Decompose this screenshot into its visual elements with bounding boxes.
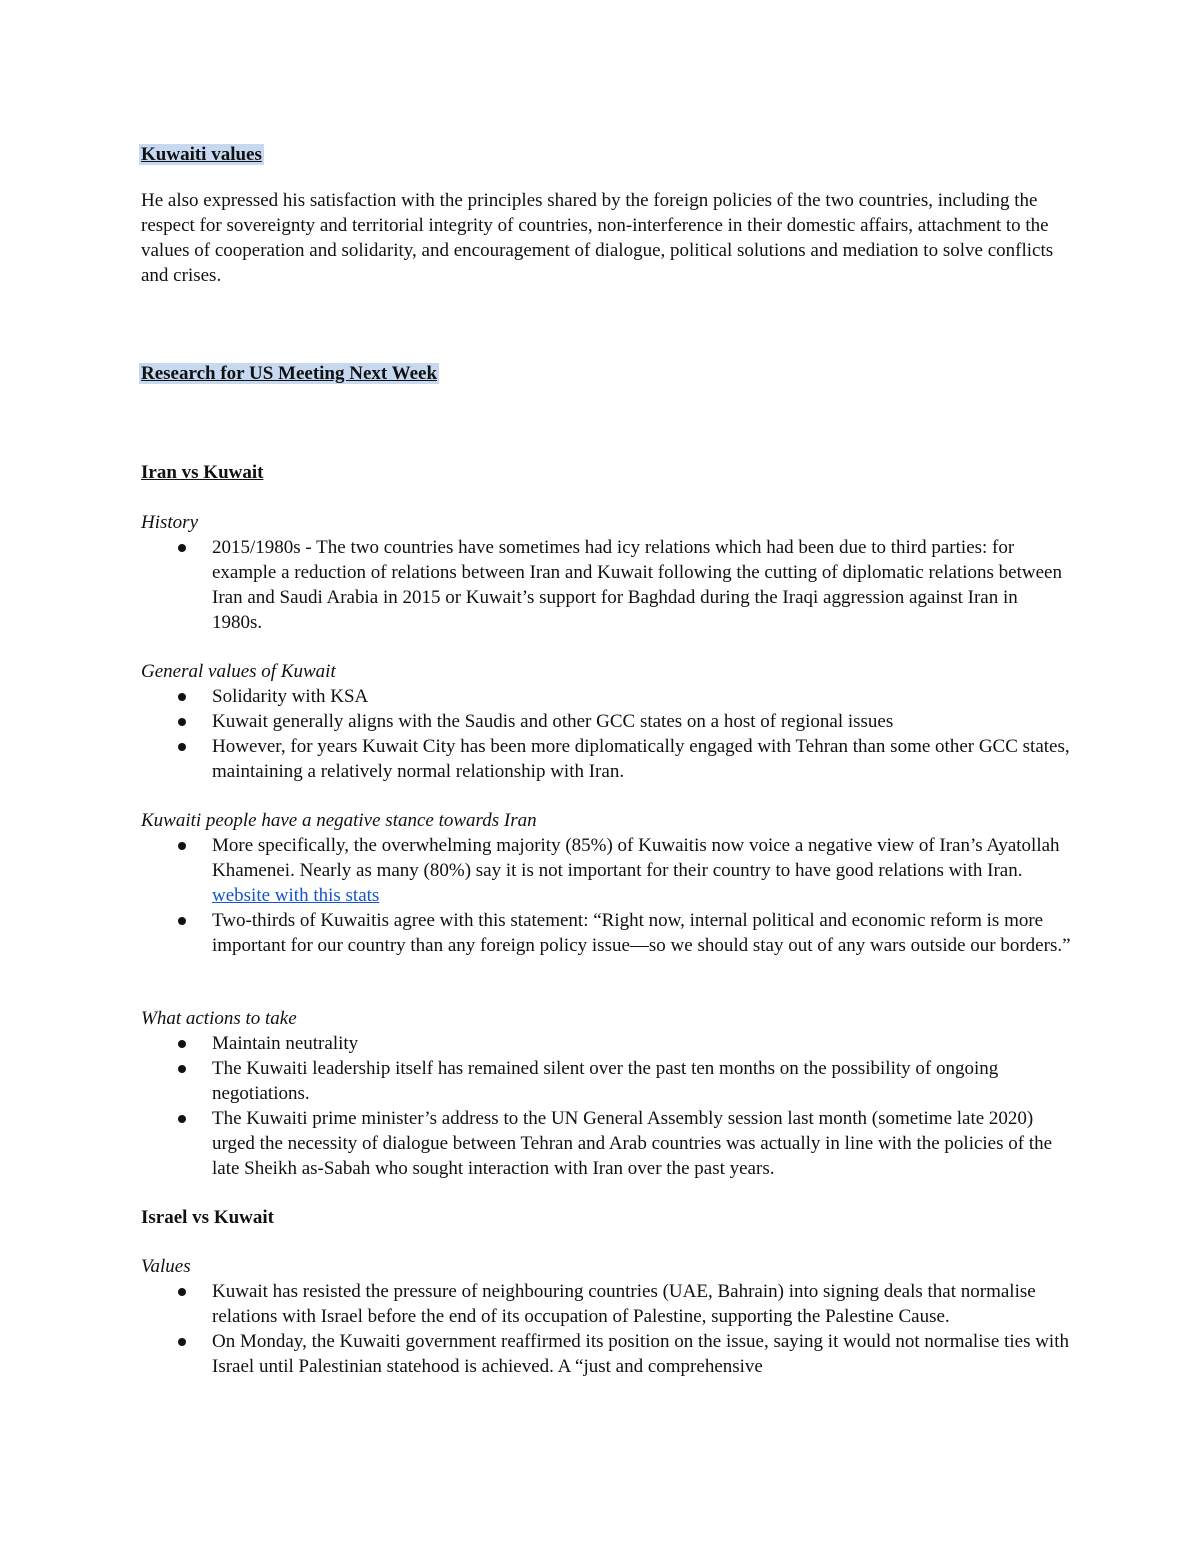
bullet-icon	[178, 1040, 186, 1048]
bullet-icon	[178, 1065, 186, 1073]
list-item: However, for years Kuwait City has been more diplomatically engaged with Tehran than some other GCC states, maintaining a relatively normal relationship with Iran.	[141, 734, 1071, 784]
bullet-icon	[178, 1338, 186, 1346]
general-values-list	[141, 684, 1071, 784]
history-list	[141, 535, 1071, 635]
bullet-icon	[178, 743, 186, 751]
list-item: The Kuwaiti prime minister’s address to the UN General Assembly session last month (sometime late 2020) urged the necessity of dialogue between Tehran and Arab countries was actually in line with the policies of the late Sheikh as-Sabah who sought interaction with Iran over the past years.	[141, 1106, 1071, 1181]
list-item: Kuwait has resisted the pressure of neighbouring countries (UAE, Bahrain) into signing deals that normalise relations with Israel before the end of its occupation of Palestine, supporting the Palestine Cause.	[141, 1279, 1071, 1329]
kuwaiti-values-heading: Kuwaiti values	[141, 144, 262, 165]
list-item: The Kuwaiti leadership itself has remained silent over the past ten months on the possibility of ongoing negotiations.	[141, 1056, 1071, 1106]
general-values-subheading: General values of Kuwait	[141, 661, 336, 682]
israel-values-list	[141, 1279, 1071, 1379]
list-item: Kuwait generally aligns with the Saudis and other GCC states on a host of regional issues	[141, 709, 1071, 734]
people-stance-subheading: Kuwaiti people have a negative stance towards Iran	[141, 810, 537, 831]
list-item: 2015/1980s - The two countries have sometimes had icy relations which had been due to third parties: for example a reduction of relations between Iran and Kuwait following the cutting of diplomatic relations between Iran and Saudi Arabia in 2015 or Kuwait’s support for Baghdad during the Iraqi aggression against Iran in 1980s.	[141, 535, 1071, 635]
list-item: Solidarity with KSA	[141, 684, 1071, 709]
bullet-icon	[178, 1288, 186, 1296]
bullet-icon	[178, 842, 186, 850]
bullet-icon	[178, 718, 186, 726]
people-stance-list	[141, 833, 1071, 958]
list-item: On Monday, the Kuwaiti government reaffirmed its position on the issue, saying it would not normalise ties with Israel until Palestinian statehood is achieved. A “just and comprehensive	[141, 1329, 1071, 1379]
bullet-icon	[178, 693, 186, 701]
list-item: More specifically, the overwhelming majority (85%) of Kuwaitis now voice a negative view of Iran’s Ayatollah Khamenei. Nearly as many (80%) say it is not important for their country to have good relations with Iran. website with this stats	[141, 833, 1071, 908]
israel-vs-kuwait-heading: Israel vs Kuwait	[141, 1207, 274, 1228]
iran-vs-kuwait-heading: Iran vs Kuwait	[141, 462, 264, 483]
actions-list	[141, 1031, 1071, 1181]
list-item: Two-thirds of Kuwaitis agree with this statement: “Right now, internal political and economic reform is more important for our country than any foreign policy issue—so we should stay out of any wars outside our borders.”	[141, 908, 1071, 958]
kuwaiti-values-paragraph: He also expressed his satisfaction with the principles shared by the foreign policies of the two countries, including the respect for sovereignty and territorial integrity of countries, non-interference in their domestic affairs, attachment to the values of cooperation and solidarity, and encouragement of dialogue, political solutions and mediation to solve conflicts and crises.	[141, 190, 1054, 286]
values-subheading: Values	[141, 1256, 191, 1277]
list-item: Maintain neutrality	[141, 1031, 1071, 1056]
research-heading: Research for US Meeting Next Week	[141, 363, 438, 384]
bullet-icon	[178, 1115, 186, 1123]
bullet-icon	[178, 917, 186, 925]
bullet-icon	[178, 544, 186, 552]
actions-subheading: What actions to take	[141, 1008, 297, 1029]
history-subheading: History	[141, 512, 198, 533]
stats-website-link[interactable]: website with this stats	[212, 885, 380, 906]
